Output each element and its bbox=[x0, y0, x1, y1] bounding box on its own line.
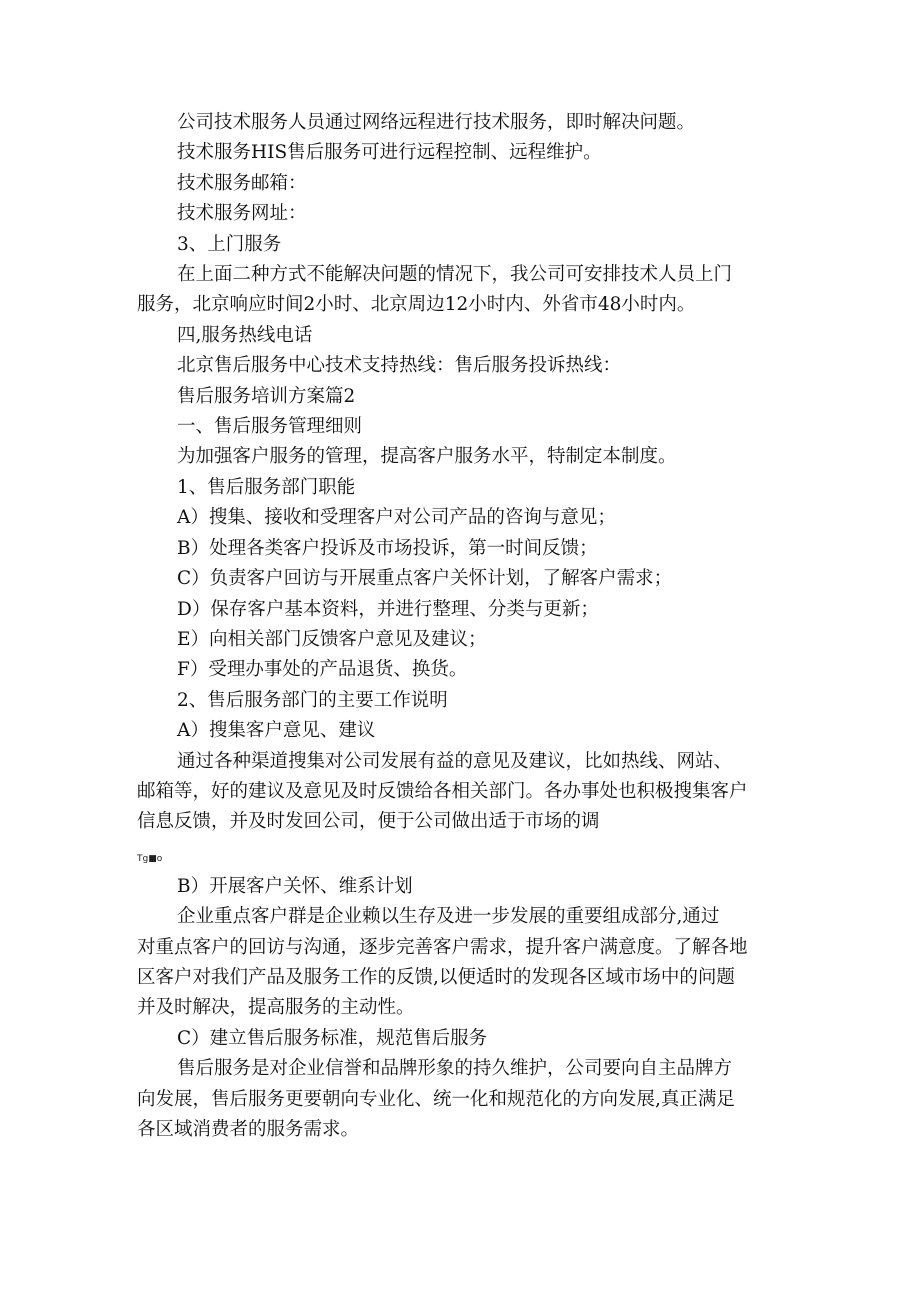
paragraph bbox=[137, 747, 797, 838]
text-line: 通过各种渠道搜集对公司发展有益的意见及建议，比如热线、网站、 bbox=[177, 750, 733, 772]
text-line: 售后服务是对企业信誉和品牌形象的持久维护，公司要向自主品牌方 bbox=[177, 1058, 733, 1080]
text-line: D）保存客户基本资料，并进行整理、分类与更新； bbox=[177, 598, 599, 620]
list-item bbox=[137, 655, 797, 685]
text-line: 公司技术服务人员通过网络远程进行技术服务，即时解决问题。 bbox=[177, 112, 696, 133]
paragraph bbox=[137, 1054, 797, 1145]
text-line: 企业重点客户群是企业赖以生存及进一步发展的重要组成部分,通过 bbox=[177, 906, 720, 928]
text-line: 各区域消费者的服务需求。 bbox=[137, 1119, 360, 1140]
paragraph bbox=[137, 902, 797, 1024]
text-line: 2、售后服务部门的主要工作说明 bbox=[177, 689, 448, 711]
paragraph bbox=[137, 442, 797, 472]
list-item bbox=[137, 595, 797, 625]
text-line: 区客户对我们产品及服务工作的反馈,以便适时的发现各区域市场中的问题 bbox=[137, 966, 735, 988]
text-line: 信息反馈，并及时发回公司，便于公司做出适于市场的调 bbox=[137, 811, 600, 833]
text-line: A）搜集客户意见、建议 bbox=[177, 720, 376, 742]
text-line: 1、售后服务部门职能 bbox=[177, 476, 356, 498]
text-line: 并及时解决，提高服务的主动性。 bbox=[137, 997, 415, 1019]
text-line: 向发展，售后服务更要朝向专业化、统一化和规范化的方向发展,真正满足 bbox=[137, 1088, 735, 1110]
paragraph bbox=[137, 199, 797, 229]
section-part-2 bbox=[137, 872, 797, 1146]
section-part-1 bbox=[137, 108, 797, 838]
text-line: 技术服务HIS售后服务可进行远程控制、远程维护。 bbox=[177, 142, 602, 164]
text-line: 售后服务培训方案篇2 bbox=[177, 385, 356, 407]
section-title bbox=[137, 382, 797, 412]
text-line: 邮箱等，好的建议及意见及时反馈给各相关部门。各办事处也积极搜集客户 bbox=[137, 780, 748, 802]
heading bbox=[137, 473, 797, 503]
text-line: B）开展客户关怀、维系计划 bbox=[177, 875, 413, 897]
list-item bbox=[137, 534, 797, 564]
text-line: 3、上门服务 bbox=[177, 233, 282, 255]
paragraph bbox=[137, 138, 797, 168]
list-item bbox=[137, 564, 797, 594]
list-item bbox=[137, 625, 797, 655]
text-line: 服务，北京响应时间2小时、北京周边12小时内、外省市48小时内。 bbox=[137, 294, 696, 316]
text-line: 为加强客户服务的管理，提高客户服务水平，特制定本制度。 bbox=[177, 446, 677, 468]
subheading bbox=[137, 716, 797, 746]
paragraph bbox=[137, 351, 797, 381]
heading bbox=[137, 321, 797, 351]
subheading bbox=[137, 872, 797, 902]
list-item bbox=[137, 503, 797, 533]
text-line: 一、售后服务管理细则 bbox=[177, 416, 363, 438]
page-footnote: Tg■o bbox=[137, 853, 163, 864]
text-line: 北京售后服务中心技术支持热线：售后服务投诉热线： bbox=[177, 355, 622, 377]
text-line: 在上面二种方式不能解决问题的情况下，我公司可安排技术人员上门 bbox=[177, 264, 733, 286]
text-line: 对重点客户的回访与沟通，逐步完善客户需求，提升客户满意度。了解各地 bbox=[137, 936, 748, 958]
paragraph bbox=[137, 169, 797, 199]
heading bbox=[137, 412, 797, 442]
text-line: C）建立售后服务标准，规范售后服务 bbox=[177, 1027, 488, 1049]
paragraph bbox=[137, 260, 797, 321]
text-line: 技术服务网址： bbox=[177, 203, 307, 225]
text-line: 四,服务热线电话 bbox=[177, 324, 313, 346]
text-line: 技术服务邮箱： bbox=[177, 172, 307, 194]
text-line: E）向相关部门反馈客户意见及建议； bbox=[177, 628, 487, 650]
heading bbox=[137, 686, 797, 716]
text-line: C）负责客户回访与开展重点客户关怀计划，了解客户需求； bbox=[177, 568, 673, 590]
text-line: F）受理办事处的产品退货、换货。 bbox=[177, 659, 468, 681]
heading bbox=[137, 230, 797, 260]
subheading bbox=[137, 1024, 797, 1054]
text-line: A）搜集、接收和受理客户对公司产品的咨询与意见； bbox=[177, 507, 616, 529]
paragraph bbox=[137, 108, 797, 138]
document-body bbox=[137, 108, 797, 1145]
text-line: B）处理各类客户投诉及市场投诉，第一时间反馈； bbox=[177, 537, 598, 559]
